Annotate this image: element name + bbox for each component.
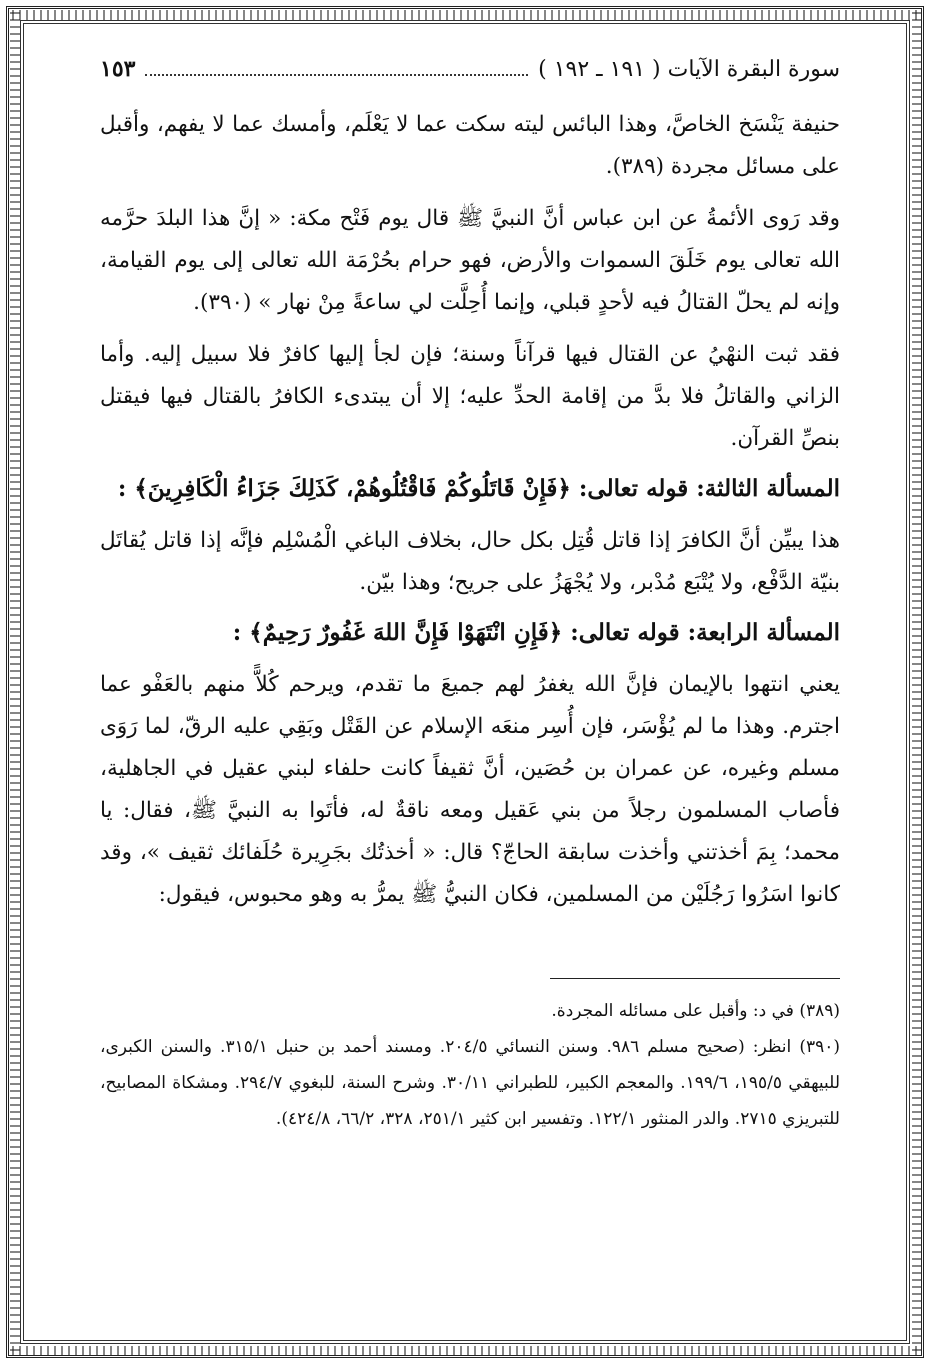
footnote-number: (٣٩٠) bbox=[799, 1037, 841, 1057]
footnote-389 bbox=[100, 993, 840, 1029]
page-number: ١٥٣ bbox=[100, 56, 136, 82]
paragraph-5: يعني انتهوا بالإيمان فإنَّ الله يغفرُ لهم جميعَ ما تقدم، ويرحم كُلاًّ منهم بالعَفْو عما اجترم. وهذا ما لم يُؤْسَر، فإن أُسِر منعَه الإسلام عن القَتْل وبَقِي عليه الرقّ، لما رَوَى مسلم وغيره، عن عمران بن حُصَين، أنَّ ثقيفاً كانت حلفاء لبني عقيل في الجاهلية، فأصاب المسلمون رجلاً من بني عَقيل ومعه ناقةٌ له، فأتَوا به النبيَّ ﷺ، فقال: يا محمد؛ بِمَ أخذتني وأخذت سابقة الحاجّ؟ قال: « أخذتُك بجَرِيرة حُلَفائك ثقيف »، وقد كانوا اسَرُوا رَجُلَيْن من المسلمين، فكان النبيُّ ﷺ يمرُّ به وهو محبوس، فيقول: bbox=[100, 672, 840, 907]
running-header bbox=[100, 56, 840, 90]
paragraph-2: وقد رَوى الأئمةُ عن ابن عباس أنَّ النبيَّ ﷺ قال يوم فَتْح مكة: « إنَّ هذا البلدَ حرَّمه الله تعالى يوم خَلَقَ السموات والأرض، فهو حرام بحُرْمَة الله تعالى إلى يوم القيامة، وإنه لم يحلّ القتالُ فيه لأحدٍ قبلي، وإنما أُحِلَّت لي ساعةً مِنْ نهار » (٣٩٠). bbox=[100, 206, 840, 315]
footnote-separator bbox=[550, 978, 840, 979]
footnote-text: انظر: (صحيح مسلم ٩٨٦. وسنن النسائي ٢٠٤/٥. ومسند أحمد بن حنبل ٣١٥/١. والسنن الكبرى، للبيهقي ١٩٥/٥، ١٩٩/٦. والمعجم الكبير، للطبراني ٣٠/١١. وشرح السنة، للبغوي ٢٩٤/٧. ومشكاة المصابيح، للتبريزي ٢٧١٥. والدر المنثور ١٢٢/١. وتفسير ابن كثير ٢٥١/١، ٣٢٨، ٦٦/٢، ٤٢٤/٨). bbox=[100, 1037, 840, 1129]
paragraph-1: حنيفة يَنْسَخ الخاصَّ، وهذا البائس ليته سكت عما لا يَعْلَم، وأمسك عما لا يفهم، وأقبل على مسائل مجردة (٣٨٩). bbox=[100, 112, 840, 179]
footnote-390 bbox=[100, 1029, 840, 1137]
heading-3-label: المسألة الثالثة: قوله تعالى: bbox=[578, 475, 840, 502]
section-heading-3 bbox=[100, 468, 840, 510]
heading-4-verse: ﴿فَإِنِ انْتَهَوْا فَإِنَّ اللهَ غَفُورٌ رَحِيمٌ﴾ : bbox=[232, 619, 563, 646]
footnote-number: (٣٨٩) bbox=[799, 1001, 840, 1021]
page-content bbox=[100, 56, 840, 1137]
footnote-text: في د: وأقبل على مسائله المجردة. bbox=[551, 1001, 794, 1021]
heading-3-verse: ﴿فَإِنْ قَاتَلُوكُمْ فَاقْتُلُوهُمْ، كَذَلِكَ جَزَاءُ الْكَافِرِينَ﴾ : bbox=[117, 475, 571, 502]
header-title: سورة البقرة الآيات ( ١٩١ ـ ١٩٢ ) bbox=[538, 57, 840, 82]
header-leader-dots bbox=[145, 74, 528, 76]
section-heading-4 bbox=[100, 612, 840, 654]
heading-4-label: المسألة الرابعة: قوله تعالى: bbox=[570, 619, 840, 646]
paragraph-4: هذا يبيِّن أنَّ الكافرَ إذا قاتل قُتِل بكل حال، بخلاف الباغي الْمُسْلِم فإنَّه إذا قاتل يُقاتَل بنيّة الدَّفْع، ولا يُتْبَع مُدْبر، ولا يُجْهَزُ على جريح؛ وهذا بيّن. bbox=[100, 528, 840, 595]
paragraph-3: فقد ثبت النهْيُ عن القتال فيها قرآناً وسنة؛ فإن لجأ إليها كافرٌ فلا سبيل إليه. وأما الزاني والقاتلُ فلا بدَّ من إقامة الحدِّ عليه؛ إلا أن يبتدىء الكافرُ بالقتال فيها فيقتل بنصِّ القرآن. bbox=[100, 342, 840, 451]
